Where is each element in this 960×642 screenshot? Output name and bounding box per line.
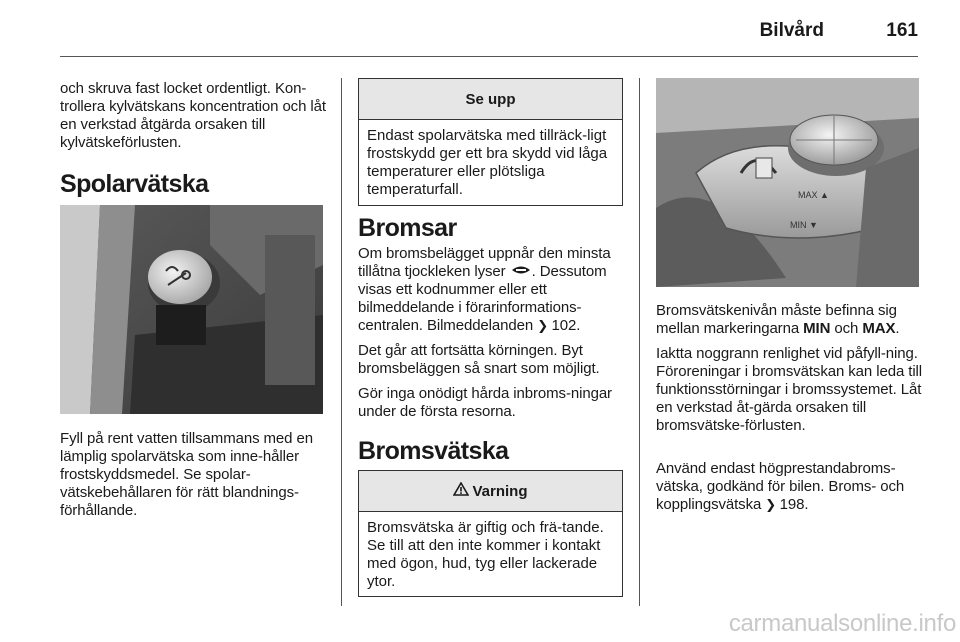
brake-fluid-paragraph-2: Iaktta noggrann renlighet vid påfyll-ning. Föroreningar i bromsvätskan kan leda till funktionsstörningar i bromssystemet. Låt en verkstad åt-gärda orsaken till bromsvätske-förlusten.: [656, 345, 923, 434]
warning-triangle-icon: [453, 482, 469, 501]
brakes-text-1a: Om bromsbelägget uppnår den minsta tillåtna tjockleken lyser: [358, 245, 611, 280]
brake-fluid-heading: Bromsvätska: [358, 437, 509, 465]
brake-fluid-paragraph-3: [656, 460, 926, 514]
washer-fluid-heading: Spolarvätska: [60, 170, 209, 198]
brake-fluid-text-3a: Använd endast högprestandabroms-vätska, godkänd för bilen. Broms- och kopplingsvätska: [656, 460, 905, 513]
reservoir-min-label: MIN ▼: [790, 220, 818, 230]
brake-fluid-paragraph-1: [656, 302, 926, 338]
och-text: och: [830, 320, 863, 337]
watermark: carmanualsonline.info: [728, 610, 956, 637]
reservoir-max-label: MAX ▲: [798, 190, 829, 200]
ref-arrow-icon-2: ❯: [765, 497, 780, 512]
warning-box-text: Bromsvätska är giftig och frä-tande. Se till att den inte kommer i kontakt med ögon, hud, tyg eller lackerade ytor.: [367, 519, 604, 590]
warning-box-title: Varning: [472, 482, 528, 500]
washer-reservoir-photo: [60, 205, 323, 414]
warning-box: [358, 470, 623, 597]
min-marking: MIN: [803, 320, 831, 337]
page-number: 161: [886, 20, 918, 41]
brakes-paragraph-2: Det går att fortsätta körningen. Byt bromsbeläggen så snart som möjligt.: [358, 342, 600, 377]
column-divider-1: [341, 78, 342, 606]
brakes-heading: Bromsar: [358, 214, 457, 242]
caution-box-text: Endast spolarvätska med tillräck-ligt frostskydd ger ett bra skydd vid låga temperaturer eller plötsliga temperaturfall.: [367, 127, 608, 198]
brakes-paragraph-3: Gör inga onödigt hårda inbroms-ningar under de första resorna.: [358, 385, 612, 420]
period-text: .: [895, 320, 900, 337]
brake-fluid-ref: 198.: [779, 496, 809, 513]
brake-fluid-reservoir-photo: [656, 78, 919, 287]
brake-warning-icon: [510, 263, 532, 281]
max-marking: MAX: [862, 320, 896, 337]
brakes-ref-1: 102.: [551, 317, 581, 335]
column-divider-2: [639, 78, 640, 606]
intro-paragraph: och skruva fast locket ordentligt. Kon-trollera kylvätskans koncentration och låt en verkstad åtgärda orsaken till kylvätskeförlusten.: [60, 80, 326, 151]
brakes-paragraph-1: [358, 245, 626, 335]
header-divider: [60, 56, 918, 57]
page-header-title: Bilvård: [759, 20, 824, 41]
ref-arrow-icon: ❯: [537, 318, 552, 334]
brakes-text-1b: . Dessutom visas ett kodnummer eller ett bilmeddelande i förarinformations-centralen. Bilmeddelanden: [358, 263, 607, 335]
caution-box: [358, 78, 623, 206]
warning-box-header: [359, 471, 622, 512]
washer-paragraph: Fyll på rent vatten tillsammans med en lämplig spolarvätska som inne-håller frostskyddsmedel. Se spolar-vätskebehållaren för rätt blandnings-förhållande.: [60, 430, 313, 519]
caution-box-title: Se upp: [359, 79, 622, 120]
brake-fluid-text-1a: Bromsvätskenivån måste befinna sig mellan markeringarna: [656, 302, 897, 337]
